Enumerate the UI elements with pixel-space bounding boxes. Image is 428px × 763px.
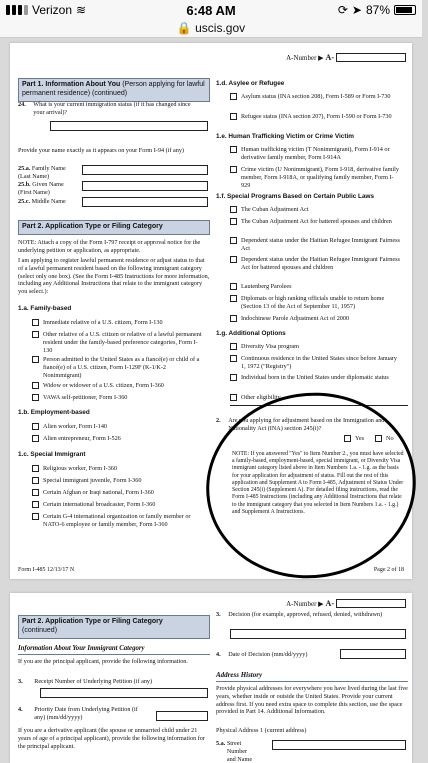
info-immigrant-category: Information About Your Immigrant Category	[18, 645, 210, 655]
laws-option-7[interactable]: Indochinese Parole Adjustment Act of 2000	[230, 315, 408, 323]
special-immigrant-label: 1.c. Special Immigrant	[18, 451, 86, 458]
checkbox[interactable]	[32, 489, 39, 496]
street-label: 5.a. Street Number and Name	[216, 740, 253, 763]
trafficking-label: 1.e. Human Trafficking Victim or Crime Victim	[216, 133, 354, 140]
name-intro: Provide your name exactly as it appears on your Form I-94 (if any)	[18, 147, 184, 154]
additional-option-2[interactable]: Continuous residence in the United States since before January 1, 1972 ("Registry")	[230, 355, 408, 371]
part1-subtitle: (Person applying for lawful permanent residence) (continued)	[22, 81, 205, 97]
laws-option-4[interactable]: Dependent status under the Haitian Refugee Immigrant Fairness Act for battered spouses and children	[230, 256, 408, 272]
priority-date-input[interactable]	[156, 711, 208, 721]
checkbox[interactable]	[230, 218, 237, 225]
family-option-5[interactable]: VAWA self-petitioner, Form I-360	[32, 394, 210, 402]
url-bar[interactable]	[0, 20, 422, 38]
form-page-2	[10, 43, 412, 579]
checkbox[interactable]	[32, 477, 39, 484]
part1-title: Part 1. Information About You	[22, 81, 121, 88]
receipt-number-input[interactable]	[40, 688, 208, 698]
clock: 6:48 AM	[186, 3, 236, 18]
checkbox[interactable]	[230, 166, 237, 173]
part2-continued-header: Part 2. Application Type or Filing Category (continued)	[18, 615, 210, 639]
checkbox[interactable]	[230, 343, 237, 350]
trafficking-option-2[interactable]: Crime victim (U Nonimmigrant), Form I-918, derivative family member, Form I-918A, or qualifying family member, Form I-929	[230, 166, 408, 189]
checkbox[interactable]	[32, 356, 39, 363]
checkbox[interactable]	[230, 374, 237, 381]
question-24: 24. What is your current immigration status (if it has changed since your arrival)?	[18, 101, 191, 116]
derivative-text: If you are a derivative applicant (the spouse or unmarried child under 21 years of age of a principal applicant), provide the following information for the principal applicant.	[18, 727, 205, 750]
rotation-lock-icon: ⟳	[337, 3, 348, 17]
decision-label: 3. Decision (for example, approved, refused, denied, withdrawn)	[216, 611, 383, 618]
checkbox[interactable]	[32, 382, 39, 389]
checkbox[interactable]	[230, 256, 237, 263]
address-history-text: Provide physical addresses for everywhere you have lived during the last five years, whether inside or outside the United States. Provide your current address first. If you need extra space to complete this section, use the space provided in Part 14. Additional Information.	[216, 685, 408, 716]
battery-label: 87%	[365, 3, 390, 17]
employment-option-1[interactable]: Alien worker, Form I-140	[32, 423, 210, 431]
checkbox[interactable]	[32, 423, 39, 430]
asylee-option-1[interactable]: Asylum status (INA section 208), Form I-589 or Form I-730	[230, 93, 408, 101]
hand-drawn-circle	[194, 379, 428, 591]
checkbox[interactable]	[230, 355, 237, 362]
checkbox[interactable]	[32, 435, 39, 442]
family-option-1[interactable]: Immediate relative of a U.S. citizen, Form I-130	[32, 319, 210, 327]
family-based-label: 1.a. Family-based	[18, 305, 72, 312]
special-option-4[interactable]: Certain international broadcaster, Form I-360	[32, 501, 210, 509]
trafficking-option-1[interactable]: Human trafficking victim (T Nonimmigrant), Form I-914 or derivative family member, Form I-914A	[230, 146, 408, 162]
family-name-input[interactable]	[82, 165, 208, 175]
checkbox[interactable]	[230, 237, 237, 244]
given-name-input[interactable]	[82, 181, 208, 191]
family-option-2[interactable]: Other relative of a U.S. citizen or relative of a lawful permanent resident under the family-based preference categories, Form I-130	[32, 331, 210, 354]
note-245i: NOTE: If you answered "Yes" to Item Number 2., you must have selected a family-based, employment-based, special immigrant, or Diversity Visa immigrant category listed above in Item Numbers 1.a. - 1.g. as the basis for your application for adjustment of status. Fill out the rest of this application and Supplement A to Form I-485, Adjustment of Status Under Section 245(i) (Supplement A). For detailed filing instructions, read the Form I-485 Instructions (including any Additional Instructions that relate to the immigrant category that you selected in Item Numbers 1.a. - 1.g.) and Supplement A Instructions.	[232, 451, 404, 515]
checkbox[interactable]	[230, 206, 237, 213]
checkbox[interactable]	[32, 465, 39, 472]
family-option-3[interactable]: Person admitted to the United States as a fiancé(e) or child of a fiancé(e) of a U.S. citizen, Form I-129F (K-1/K-2 Nonimmigrant)	[32, 356, 210, 379]
special-laws-label: 1.f. Special Programs Based on Certain Public Laws	[216, 193, 375, 200]
physical-address-label: Physical Address 1 (current address)	[216, 727, 307, 734]
decision-date-input[interactable]	[340, 649, 406, 659]
battery-icon	[394, 5, 416, 15]
status-bar	[0, 0, 422, 20]
street-input[interactable]	[272, 740, 406, 750]
url-text: uscis.gov	[195, 21, 246, 35]
asylee-label: 1.d. Asylee or Refugee	[216, 80, 285, 87]
checkbox[interactable]	[230, 283, 237, 290]
immigration-status-input[interactable]	[50, 121, 208, 131]
part1-header	[18, 78, 210, 102]
checkbox[interactable]	[230, 93, 237, 100]
checkbox[interactable]	[230, 295, 237, 302]
checkbox[interactable]	[230, 315, 237, 322]
special-option-3[interactable]: Certain Afghan or Iraqi national, Form I-360	[32, 489, 210, 497]
special-option-5[interactable]: Certain G-4 international organization or family member or NATO-6 employee or family member, Form I-360	[32, 513, 210, 529]
laws-option-5[interactable]: Lautenberg Parolees	[230, 283, 408, 291]
checkbox[interactable]	[32, 501, 39, 508]
additional-option-3[interactable]: Individual born in the United States under diplomatic status	[230, 374, 408, 382]
family-option-4[interactable]: Widow or widower of a U.S. citizen, Form I-360	[32, 382, 210, 390]
laws-option-2[interactable]: The Cuban Adjustment Act for battered spouses and children	[230, 218, 408, 226]
status-right	[338, 3, 416, 17]
middle-name-label: 25.c. Middle Name	[18, 198, 66, 205]
additional-option-1[interactable]: Diversity Visa program	[230, 343, 408, 351]
applying-text: I am applying to register lawful permanent residence or adjust status to that of a lawful permanent resident based on the following immigrant category (select only one box). (See the Form I-485 Instructions for more information, including any Additional Instructions that relate to the immigrant category you select.):	[18, 257, 210, 295]
laws-option-1[interactable]: The Cuban Adjustment Act	[230, 206, 408, 214]
form-footer: Form I-485 12/13/17 N	[18, 567, 75, 573]
laws-option-3[interactable]: Dependent status under the Haitian Refugee Immigrant Fairness Act	[230, 237, 408, 253]
form-page-3	[10, 593, 412, 763]
middle-name-input[interactable]	[82, 197, 208, 207]
checkbox[interactable]	[32, 319, 39, 326]
checkbox[interactable]	[230, 146, 237, 153]
additional-options-label: 1.g. Additional Options	[216, 330, 286, 337]
priority-date-label: 4. Priority Date from Underlying Petition (if any) (mm/dd/yyyy)	[18, 706, 138, 721]
employment-based-label: 1.b. Employment-based	[18, 409, 90, 416]
checkbox[interactable]	[230, 394, 237, 401]
checkbox[interactable]	[230, 113, 237, 120]
a-number-header-2: A-Number ▶ A-	[286, 599, 406, 608]
part2-header: Part 2. Application Type or Filing Category	[18, 220, 210, 235]
laws-option-6[interactable]: Diplomats or high ranking officials unable to return home (Section 13 of the Act of September 11, 1957)	[230, 295, 408, 311]
no-option[interactable]: No	[375, 435, 394, 443]
asylee-option-2[interactable]: Refugee status (INA section 207), Form I-590 or Form I-730	[230, 113, 408, 121]
location-icon: ➤	[351, 3, 362, 17]
a-number-field-2[interactable]	[336, 599, 406, 608]
decision-date-label: 4. Date of Decision (mm/dd/yyyy)	[216, 651, 308, 658]
special-option-1[interactable]: Religious worker, Form I-360	[32, 465, 210, 473]
employment-option-2[interactable]: Alien entrepreneur, Form I-526	[32, 435, 210, 443]
checkbox[interactable]	[32, 394, 39, 401]
decision-input[interactable]	[230, 629, 406, 639]
note-attach: NOTE: Attach a copy of the Form I-797 receipt or approval notice for the underlying petition or application, as appropriate.	[18, 239, 201, 254]
given-name-label: 25.b. Given Name (First Name)	[18, 181, 64, 196]
a-number-prefix: A-	[325, 53, 334, 62]
a-number-label: A-Number ▶	[286, 53, 324, 62]
receipt-number-label: 3. Receipt Number of Underlying Petition (if any)	[18, 678, 153, 685]
checkbox[interactable]	[32, 331, 39, 338]
wifi-icon: ≋	[76, 3, 87, 17]
additional-option-4[interactable]: Other eligibility	[230, 394, 408, 402]
question-2: 2. Are you applying for adjustment based on the Immigration and Nationality Act (INA) section 245(i)?	[216, 417, 385, 432]
principal-text: If you are the principal applicant, provide the following information.	[18, 658, 188, 665]
family-name-label: 25.a. Family Name (Last Name)	[18, 165, 66, 180]
special-option-2[interactable]: Special immigrant juvenile, Form I-360	[32, 477, 210, 485]
page-number: Page 2 of 18	[373, 567, 404, 573]
lock-icon: 🔒	[176, 21, 192, 35]
a-number-field[interactable]	[336, 53, 406, 62]
a-number-header	[286, 53, 406, 62]
carrier-label: Verizon	[32, 3, 73, 17]
yes-option[interactable]: Yes	[344, 435, 364, 443]
checkbox[interactable]	[32, 513, 39, 520]
address-history-title: Address History	[216, 671, 408, 682]
